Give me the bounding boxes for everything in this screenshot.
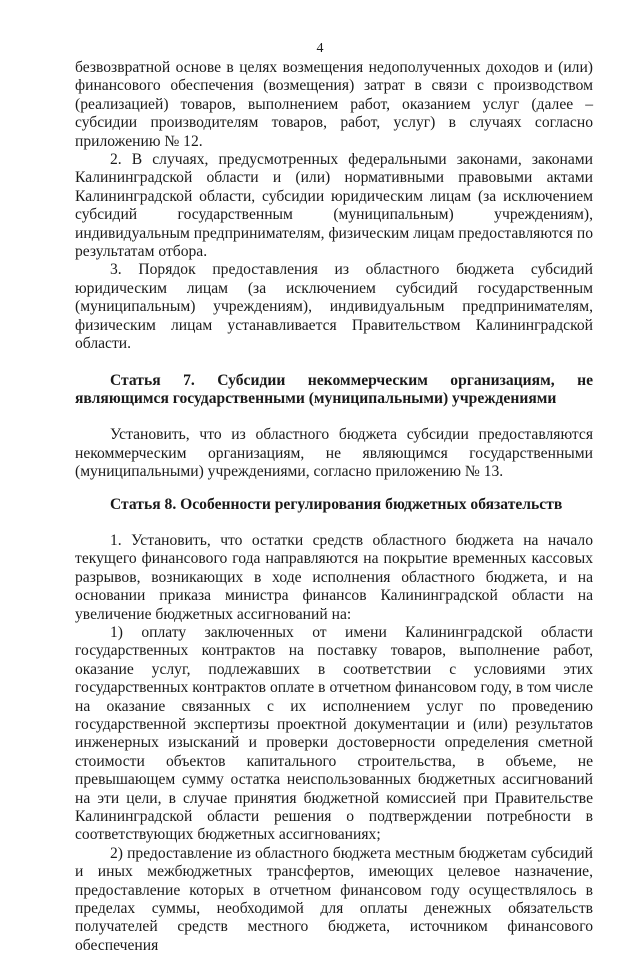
page-number: 4 xyxy=(316,41,324,56)
spacer xyxy=(75,408,593,426)
document-body xyxy=(75,59,593,955)
spacer xyxy=(75,514,593,532)
article-heading: Статья 7. Субсидии некоммерческим организациям, не являющимся государственными (муниципальными) учреждениями xyxy=(75,371,593,407)
paragraph: 1) оплату заключенных от имени Калининградской области государственных контрактов на поставку товаров, выполнение работ, оказание услуг, подлежавших в соответствии с условиями этих государственных контрактов оплате в отчетном финансовом году, в том числе на оказание связанных с их исполнением услуг по проведению государственной экспертизы проектной документации и (или) результатов инженерных изысканий и проверки достоверности определения сметной стоимости объектов капитального строительства, в объеме, не превышающем сумму остатка неиспользованных бюджетных ассигнований на эти цели, в случае принятия бюджетной комиссией при Правительстве Калининградской области решения о подтверждении потребности в соответствующих бюджетных ассигнованиях; xyxy=(75,623,593,844)
paragraph: 2. В случаях, предусмотренных федеральными законами, законами Калининградской области и (или) нормативными правовыми актами Калининградской области, субсидии юридическим лицам (за исключением субсидий государственным (муниципальным) учреждениям), индивидуальным предпринимателям, физическим лицам предоставляются по результатам отбора. xyxy=(75,151,593,261)
article-heading: Статья 8. Особенности регулирования бюджетных обязательств xyxy=(110,495,563,513)
spacer xyxy=(75,354,593,372)
spacer xyxy=(75,482,593,496)
paragraph: Установить, что из областного бюджета субсидии предоставляются некоммерческим организациям, не являющимся государственными (муниципальными) учреждениями, согласно приложению № 13. xyxy=(75,426,593,481)
paragraph: 2) предоставление из областного бюджета местным бюджетам субсидий и иных межбюджетных трансфертов, имеющих целевое назначение, предоставление которых в отчетном финансовом году осуществлялось в пределах суммы, необходимой для оплаты денежных обязательств получателей средств местного бюджета, источником финансового обеспечения xyxy=(75,844,593,954)
paragraph: 3. Порядок предоставления из областного бюджета субсидий юридическим лицам (за исключением субсидий государственным (муниципальным) учреждениям), индивидуальным предпринимателям, физическим лицам устанавливается Правительством Калининградской области. xyxy=(75,261,593,353)
paragraph: 1. Установить, что остатки средств областного бюджета на начало текущего финансового года направляются на покрытие временных кассовых разрывов, возникающих в ходе исполнения областного бюджета, и на основании приказа министра финансов Калининградской области на увеличение бюджетных ассигнований на: xyxy=(75,531,593,623)
paragraph: безвозвратной основе в целях возмещения недополученных доходов и (или) финансового обеспечения (возмещения) затрат в связи с производством (реализацией) товаров, выполнением работ, оказанием услуг (далее – субсидии производителям товаров, работ, услуг) в случаях согласно приложению № 12. xyxy=(75,59,593,150)
